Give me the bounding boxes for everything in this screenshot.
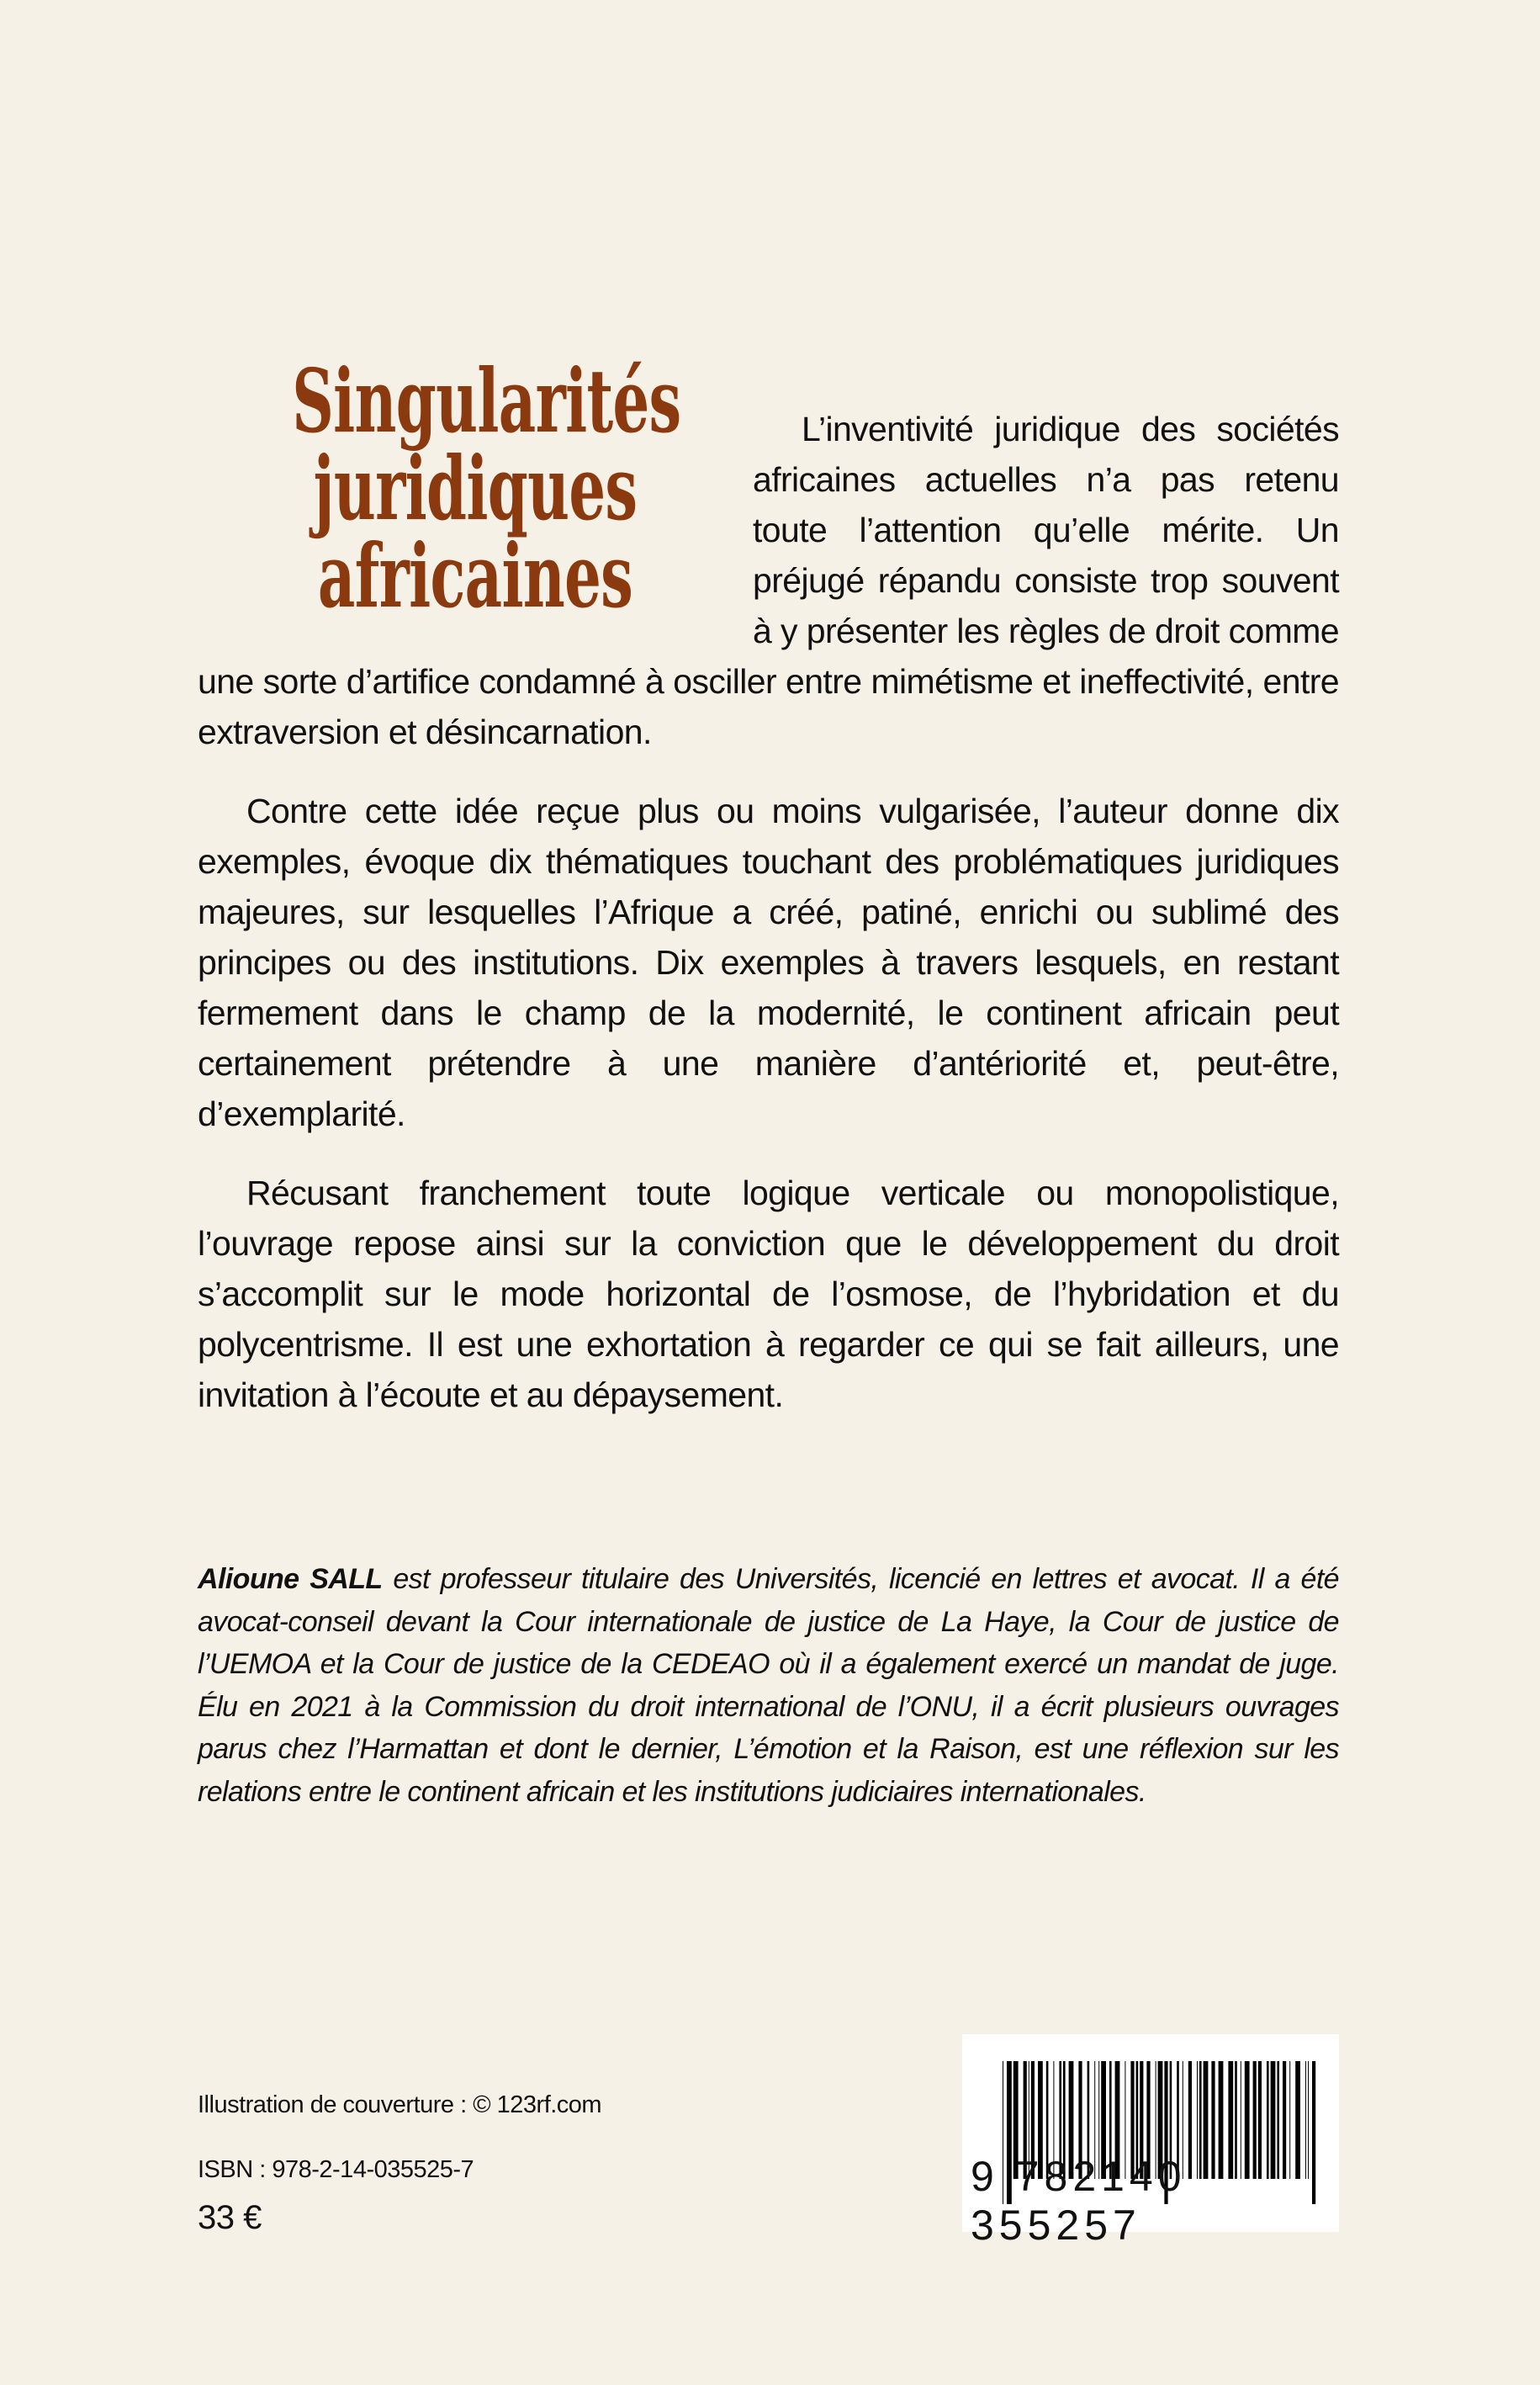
barcode [962,2034,1339,2249]
paragraph: L’inventivité juridique des sociétés africaines actuelles n’a pas retenu toute l’attention qu’elle mérite. Un préjugé répandu consiste trop souvent à y présenter les règles de droit comme une sorte d’artifice condamné à osciller entre mimétisme et ineffectivité, entre extraversion et désincarnation. [198,410,1339,751]
back-cover-text [198,349,1339,1449]
title-line: Singularités [292,349,681,453]
paragraph: Contre cette idée reçue plus ou moins vulgarisée, l’auteur donne dix exemples, évoque dix thématiques touchant des problématiques juridiques majeures, sur lesquelles l’Afrique a créé, patiné, enrichi ou sublimé des principes ou des institutions. Dix exemples à travers lesquels, en restant fermement dans le champ de la modernité, le continent africain peut certainement prétendre à une manière d’antériorité et, peut-être, d’exemplarité. [198,792,1339,1133]
book-title [198,349,753,628]
paragraph: Récusant franchement toute logique verticale ou monopolistique, l’ouvrage repose ainsi sur la conviction que le développement du droit s’accomplit sur le mode horizontal de l’osmose, de l’hybridation et du polycentrisme. Il est une exhortation à regarder ce qui se fait ailleurs, une invitation à l’écoute et au dépaysement. [198,1174,1339,1414]
author-bio [198,1558,1339,1813]
illustration-credit: Illustration de couverture : © 123rf.com [198,2091,602,2118]
title-line: juridiques [313,437,638,540]
isbn: ISBN : 978-2-14-035525-7 [198,2156,474,2183]
bio-text: est professeur titulaire des Universités, licencié en lettres et avocat. Il a été avocat-conseil devant la Cour internationale de justice de La Haye, la Cour de justice de l’UEMOA et la Cour de justice de la CEDEAO où il a également exercé un mandat de juge. Élu en 2021 à la Commission du droit international de l’ONU, il a écrit plusieurs ouvrages parus chez l’Harmattan et dont le dernier, L’émotion et la Raison, est une réflexion sur les relations entre le continent africain et les institutions judiciaires internationales. [198,1563,1339,1808]
author-name: Alioune SALL [198,1563,383,1595]
barcode-digits: 9 782140 355257 [971,2153,1187,2249]
title-line: africaines [317,524,633,628]
price: 33 € [198,2199,262,2236]
